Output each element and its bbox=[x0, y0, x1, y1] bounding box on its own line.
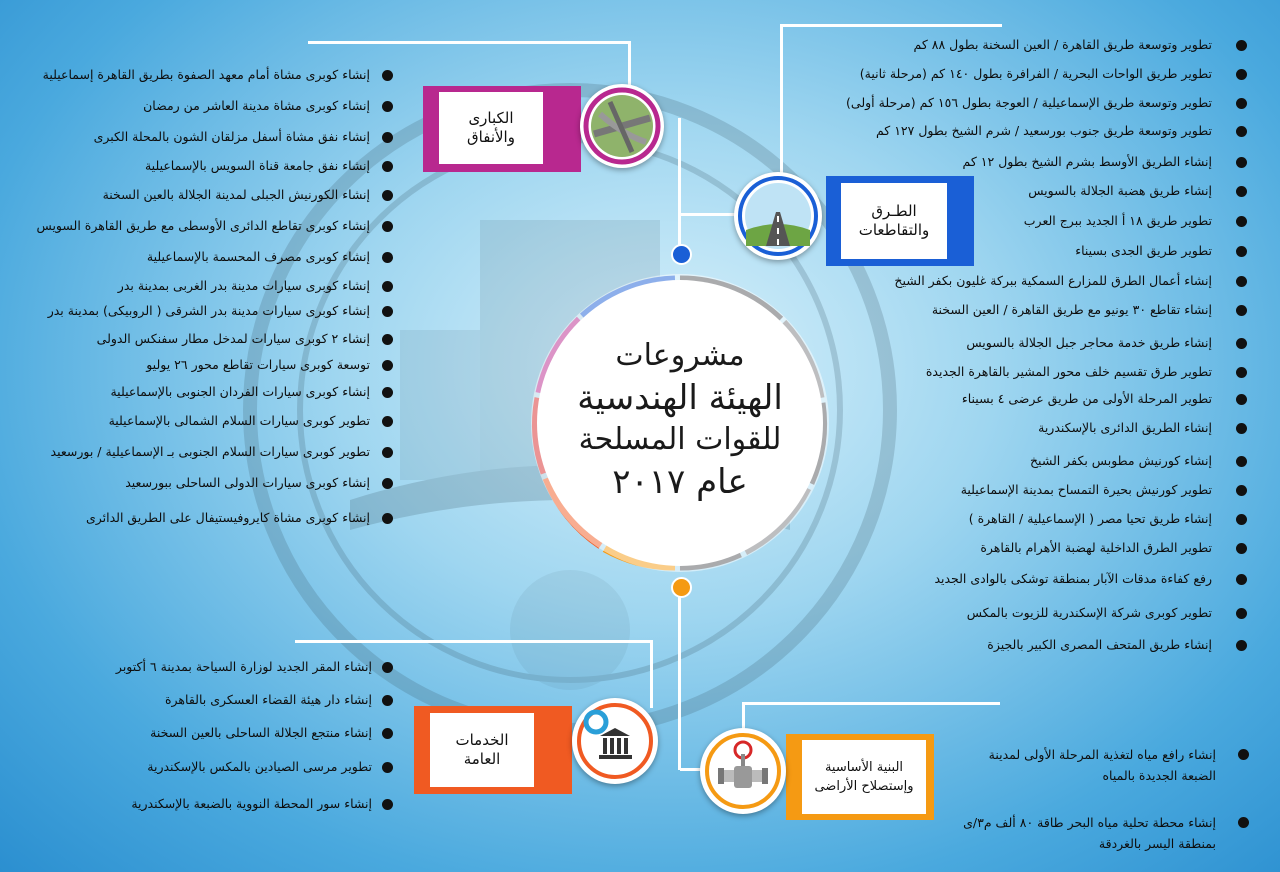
list-item-text-line2: الضبعة الجديدة بالمياه bbox=[1102, 768, 1216, 783]
bridges-list-item bbox=[109, 412, 370, 429]
bullet-dot bbox=[1236, 40, 1247, 51]
list-item-text: إنشاء المقر الجديد لوزارة السياحة بمدينة ٦ أكتوبر bbox=[115, 659, 372, 674]
center-title-line1: مشروعات bbox=[615, 338, 745, 373]
bridges-list-item bbox=[125, 474, 370, 491]
bullet-dot bbox=[382, 221, 393, 232]
services-label-line1: الخدمات bbox=[455, 731, 509, 749]
list-item-text: إنشاء كوبرى تقاطع الدائرى الأوسطى مع طريق القاهرة السويس bbox=[36, 218, 370, 233]
roads-list-item bbox=[894, 272, 1212, 289]
valve-icon bbox=[700, 728, 786, 814]
list-item-text: إنشاء كوبرى سيارات الدولى الساحلى ببورسعيد bbox=[125, 475, 370, 490]
infra-label-box bbox=[802, 740, 926, 814]
services-list-item bbox=[165, 691, 372, 708]
infra-label-line2: وإستصلاح الأراضى bbox=[814, 779, 914, 794]
bullet-dot bbox=[1236, 608, 1247, 619]
list-item-text-line1: إنشاء محطة تحلية مياه البحر طاقة ٨٠ ألف م٣/ى bbox=[963, 815, 1216, 830]
bullet-dot bbox=[1236, 186, 1247, 197]
list-item-text: تطوير طريق الواحات البحرية / الفرافرة بطول ١٤٠ كم (مرحلة ثانية) bbox=[859, 66, 1212, 81]
bullet-dot bbox=[382, 478, 393, 489]
list-item-text: إنشاء كوبرى سيارات مدينة بدر الشرقى ( الروبيكى) بمدينة بدر bbox=[47, 303, 370, 318]
roads-list-item bbox=[846, 94, 1212, 111]
bullet-dot bbox=[1236, 305, 1247, 316]
bullet-dot bbox=[382, 762, 393, 773]
bridges-list-item bbox=[86, 509, 370, 526]
roads-list-item bbox=[934, 570, 1212, 587]
roads-list-item bbox=[966, 334, 1212, 351]
services-label-line2: العامة bbox=[463, 750, 501, 768]
list-item-text: تطوير وتوسعة طريق القاهرة / العين السخنة بطول ٨٨ كم bbox=[913, 37, 1212, 52]
list-item-text: إنشاء دار هيئة القضاء العسكرى بالقاهرة bbox=[164, 692, 372, 707]
connector-bridges-down bbox=[628, 41, 631, 85]
roads-list-item bbox=[962, 390, 1212, 407]
list-item-text-line2: بمنطقة اليسر بالغردقة bbox=[1098, 836, 1216, 851]
bullet-dot bbox=[1236, 485, 1247, 496]
list-item-text: تطوير كورنيش بحيرة التمساح بمدينة الإسماعيلية bbox=[960, 482, 1212, 497]
list-item-text: إنشاء نفق مشاة أسفل مزلقان الشون بالمحلة الكبرى bbox=[93, 129, 370, 144]
list-item-text: إنشاء نفق جامعة قناة السويس بالإسماعيلية bbox=[144, 158, 370, 173]
node-dot-bottom bbox=[671, 577, 692, 598]
center-title-line4: عام ٢٠١٧ bbox=[612, 462, 748, 502]
bullet-dot bbox=[1236, 394, 1247, 405]
bullet-dot bbox=[1236, 423, 1247, 434]
roads-list-item bbox=[1075, 242, 1212, 259]
infra-list-item bbox=[989, 744, 1216, 786]
list-item-text: تطوير الطرق الداخلية لهضبة الأهرام بالقاهرة bbox=[980, 540, 1212, 555]
connector-bridges-top bbox=[308, 41, 630, 44]
bullet-dot bbox=[1236, 514, 1247, 525]
list-item-text: إنشاء الطريق الدائرى بالإسكندرية bbox=[1038, 420, 1212, 435]
list-item-text: إنشاء الطريق الأوسط بشرم الشيخ بطول ١٢ كم bbox=[962, 154, 1212, 169]
center-title-line2: الهيئة الهندسية bbox=[577, 378, 783, 418]
connector-infra-top bbox=[742, 702, 1000, 705]
bullet-dot bbox=[382, 70, 393, 81]
services-list-item bbox=[150, 724, 372, 741]
bullet-dot bbox=[382, 190, 393, 201]
list-item-text: إنشاء سور المحطة النووية بالضبعة بالإسكندرية bbox=[131, 796, 372, 811]
bridges-list-item bbox=[145, 157, 370, 174]
bullet-dot bbox=[1236, 367, 1247, 378]
node-dot-top bbox=[671, 244, 692, 265]
road-icon bbox=[734, 172, 822, 260]
list-item-text: إنشاء طريق خدمة محاجر جبل الجلالة بالسويس bbox=[966, 335, 1212, 350]
list-item-text: إنشاء ٢ كوبرى سيارات لمدخل مطار سفنكس الدولى bbox=[96, 331, 370, 346]
list-item-text: إنشاء الكورنيش الجبلى لمدينة الجلالة بالعين السخنة bbox=[102, 187, 370, 202]
list-item-text: توسعة كوبرى سيارات تقاطع محور ٢٦ يوليو bbox=[146, 357, 370, 372]
bullet-dot bbox=[382, 387, 393, 398]
roads-icon-circle bbox=[734, 172, 822, 260]
roads-list-item bbox=[860, 65, 1212, 82]
bridges-icon-circle bbox=[580, 84, 664, 168]
list-item-text: إنشاء كوبرى مشاة أمام معهد الصفوة بطريق القاهرة إسماعيلية bbox=[42, 67, 370, 82]
infra-icon-circle bbox=[700, 728, 786, 814]
bullet-dot bbox=[1236, 276, 1247, 287]
bridges-label-line2: والأنفاق bbox=[467, 128, 515, 146]
bullet-dot bbox=[1236, 69, 1247, 80]
list-item-text: تطوير طريق ١٨ أ الجديد ببرج العرب bbox=[1023, 213, 1212, 228]
list-item-text: تطوير وتوسعة طريق الإسماعيلية / العوجة بطول ١٥٦ كم (مرحلة أولى) bbox=[846, 95, 1212, 110]
bridges-list-item bbox=[94, 128, 370, 145]
list-item-text: تطوير كوبرى شركة الإسكندرية للزيوت بالمكس bbox=[966, 605, 1212, 620]
services-list-item bbox=[116, 658, 372, 675]
bullet-dot bbox=[1236, 456, 1247, 467]
list-item-text: تطوير كوبرى سيارات السلام الشمالى بالإسماعيلية bbox=[108, 413, 370, 428]
roads-list-item bbox=[967, 604, 1212, 621]
roads-list-item bbox=[961, 481, 1212, 498]
roads-list-item bbox=[963, 153, 1212, 170]
roads-list-item bbox=[969, 510, 1212, 527]
bullet-dot bbox=[382, 281, 393, 292]
roads-list-item bbox=[980, 539, 1212, 556]
bullet-dot bbox=[382, 799, 393, 810]
bullet-dot bbox=[1236, 640, 1247, 651]
list-item-text: إنشاء منتجع الجلالة الساحلى بالعين السخنة bbox=[150, 725, 372, 740]
bullet-dot bbox=[382, 416, 393, 427]
connector-roads-down bbox=[780, 24, 783, 174]
connector-services-bottom bbox=[295, 640, 651, 643]
list-item-text: إنشاء طريق تحيا مصر ( الإسماعيلية / القاهرة ) bbox=[968, 511, 1212, 526]
list-item-text: تطوير المرحلة الأولى من طريق عرضى ٤ بسيناء bbox=[961, 391, 1212, 406]
bullet-dot bbox=[382, 360, 393, 371]
connector-spine-lower bbox=[678, 586, 681, 770]
list-item-text: تطوير كوبرى سيارات السلام الجنوبى بـ الإسماعيلية / بورسعيد bbox=[50, 444, 370, 459]
roads-list-item bbox=[1038, 419, 1212, 436]
bridges-list-item bbox=[97, 330, 370, 347]
roads-list-item bbox=[932, 301, 1212, 318]
bridges-list-item bbox=[143, 97, 370, 114]
bullet-dot bbox=[382, 334, 393, 345]
bullet-dot bbox=[382, 132, 393, 143]
roads-label-line2: والتقاطعات bbox=[858, 221, 930, 239]
roads-list-item bbox=[1024, 212, 1212, 229]
bullet-dot bbox=[382, 101, 393, 112]
roads-label-line1: الطـرق bbox=[871, 202, 917, 220]
roads-list-item bbox=[1028, 182, 1212, 199]
roads-list-item bbox=[987, 636, 1212, 653]
bullet-dot bbox=[382, 728, 393, 739]
list-item-text: إنشاء كورنيش مطوبس بكفر الشيخ bbox=[1029, 453, 1212, 468]
bullet-dot bbox=[1236, 126, 1247, 137]
bullet-dot bbox=[1236, 338, 1247, 349]
bridges-list-item bbox=[51, 443, 370, 460]
roads-list-item bbox=[1030, 452, 1212, 469]
bridges-list-item bbox=[48, 302, 370, 319]
center-title-disc bbox=[537, 280, 823, 566]
roads-list-item bbox=[876, 122, 1212, 139]
bullet-dot bbox=[1238, 817, 1249, 828]
list-item-text: إنشاء كوبرى مشاة كايروفيستيفال على الطريق الدائرى bbox=[85, 510, 370, 525]
bullet-dot bbox=[1238, 749, 1249, 760]
list-item-text-line1: إنشاء رافع مياه لتغذية المرحلة الأولى لمدينة bbox=[988, 747, 1216, 762]
list-item-text: إنشاء أعمال الطرق للمزارع السمكية ببركة غليون بكفر الشيخ bbox=[894, 273, 1212, 288]
bullet-dot bbox=[1236, 157, 1247, 168]
list-item-text: رفع كفاءة مدقات الآبار بمنطقة توشكى بالوادى الجديد bbox=[934, 571, 1212, 586]
list-item-text: تطوير طريق الجدى بسيناء bbox=[1075, 243, 1212, 258]
bullet-dot bbox=[382, 513, 393, 524]
bullet-dot bbox=[382, 662, 393, 673]
bridges-list-item bbox=[146, 356, 370, 373]
bullet-dot bbox=[382, 161, 393, 172]
bridges-label-box bbox=[439, 92, 543, 164]
connector-spine-mid bbox=[680, 213, 740, 216]
bullet-dot bbox=[382, 252, 393, 263]
bridges-list-item bbox=[103, 186, 370, 203]
bullet-dot bbox=[1236, 574, 1247, 585]
bullet-dot bbox=[1236, 216, 1247, 227]
services-icon-circle bbox=[572, 698, 658, 784]
list-item-text: إنشاء طريق هضبة الجلالة بالسويس bbox=[1028, 183, 1212, 198]
list-item-text: إنشاء كوبرى سيارات الفردان الجنوبى بالإسماعيلية bbox=[110, 384, 370, 399]
services-label-box bbox=[430, 713, 534, 787]
bullet-dot bbox=[382, 306, 393, 317]
infra-list-item bbox=[963, 812, 1216, 854]
bridges-label-line1: الكبارى bbox=[468, 109, 514, 127]
list-item-text: تطوير وتوسعة طريق جنوب بورسعيد / شرم الشيخ بطول ١٢٧ كم bbox=[875, 123, 1212, 138]
connector-spine bbox=[678, 118, 681, 253]
bridges-list-item bbox=[118, 277, 370, 294]
bullet-dot bbox=[1236, 246, 1247, 257]
roads-list-item bbox=[926, 363, 1212, 380]
center-title-line3: للقوات المسلحة bbox=[578, 422, 782, 457]
list-item-text: إنشاء كوبرى سيارات مدينة بدر الغربى بمدينة بدر bbox=[117, 278, 370, 293]
bridge-interchange-icon bbox=[580, 84, 664, 168]
bullet-dot bbox=[382, 695, 393, 706]
roads-label-box bbox=[841, 183, 947, 259]
list-item-text: إنشاء كوبرى مصرف المحسمة بالإسماعيلية bbox=[146, 249, 370, 264]
list-item-text: إنشاء تقاطع ٣٠ يونيو مع طريق القاهرة / العين السخنة bbox=[931, 302, 1212, 317]
bridges-list-item bbox=[147, 248, 370, 265]
bullet-dot bbox=[1236, 543, 1247, 554]
bridges-list-item bbox=[43, 66, 370, 83]
bullet-dot bbox=[382, 447, 393, 458]
services-list-item bbox=[131, 795, 372, 812]
bridges-list-item bbox=[37, 217, 370, 234]
services-list-item bbox=[147, 758, 372, 775]
list-item-text: إنشاء كوبرى مشاة مدينة العاشر من رمضان bbox=[143, 98, 370, 113]
list-item-text: تطوير طرق تقسيم خلف محور المشير بالقاهرة الجديدة bbox=[925, 364, 1212, 379]
list-item-text: إنشاء طريق المتحف المصرى الكبير بالجيزة bbox=[987, 637, 1212, 652]
connector-roads-top bbox=[780, 24, 1002, 27]
roads-list-item bbox=[914, 36, 1212, 53]
bridges-list-item bbox=[110, 383, 370, 400]
building-gear-icon bbox=[572, 698, 658, 784]
list-item-text: تطوير مرسى الصيادين بالمكس بالإسكندرية bbox=[147, 759, 372, 774]
infra-label-line1: البنية الأساسية bbox=[824, 760, 904, 775]
bullet-dot bbox=[1236, 98, 1247, 109]
